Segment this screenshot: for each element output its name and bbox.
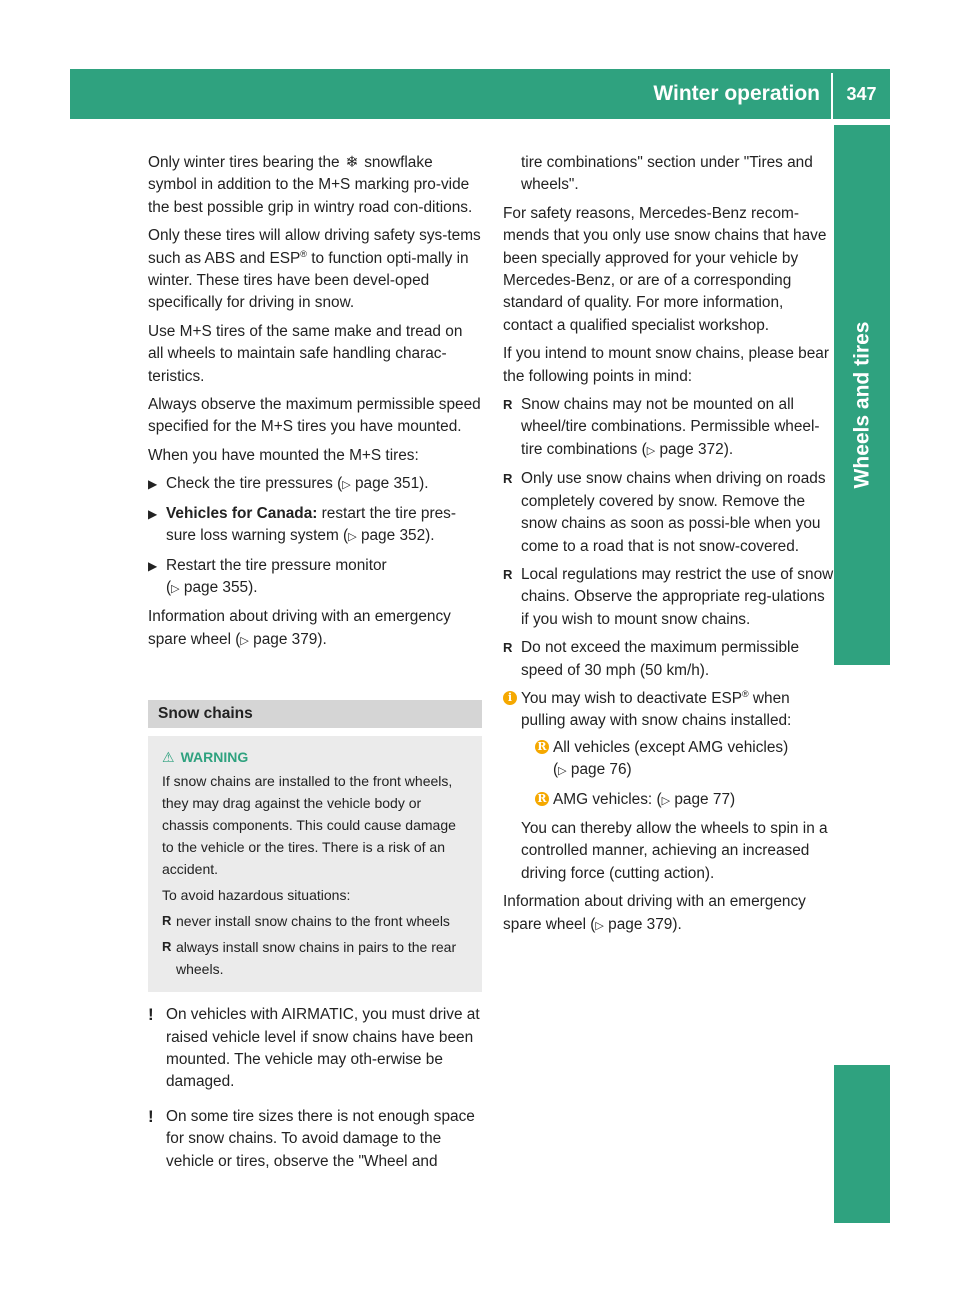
list-item: R Local regulations may restrict the use of snow chains. Observe the appropriate reg-ulations if you wish to mount snow chains.: [503, 565, 834, 628]
paragraph: Use M+S tires of the same make and tread on all wheels to maintain safe handling charac-teristics.: [148, 322, 463, 385]
list-item: R AMG vehicles: (▷ page 77): [535, 789, 835, 812]
registered-mark: ®: [742, 688, 749, 699]
page-link[interactable]: ▷ page 355: [171, 578, 249, 596]
page-ref-icon: ▷: [240, 634, 249, 647]
page-ref-icon: ▷: [661, 794, 671, 807]
step-item: ▶ Restart the tire pressure monitor (▷ page 355).: [148, 556, 387, 596]
page-link[interactable]: ▷ page 372: [646, 440, 724, 458]
chapter-tab-gap: [834, 665, 890, 1065]
bullet-icon: R: [162, 939, 172, 955]
warning-title: ⚠ WARNING: [162, 749, 249, 766]
chapter-label-wrap: [834, 125, 890, 685]
list-item: R always install snow chains in pairs to the rear wheels.: [162, 936, 468, 980]
bullet-icon: R: [503, 640, 513, 656]
list-item: R All vehicles (except AMG vehicles) (▷ page 76): [535, 737, 835, 783]
registered-mark: ®: [300, 248, 307, 259]
chapter-label: Wheels and tires: [850, 321, 874, 489]
info-icon: i: [503, 691, 517, 705]
page-ref-icon: ▷: [558, 765, 567, 778]
paragraph: When you have mounted the M+S tires:: [148, 446, 419, 464]
paragraph: Information about driving with an emergency spare wheel (▷ page 379).: [503, 893, 806, 933]
bullet-icon: R: [535, 740, 549, 754]
paragraph: Only winter tires bearing the ❄ snowflake symbol in addition to the M+S marking pro-vide the best possible grip in wintry road con-ditions.: [148, 154, 473, 216]
step-item: ▶ Vehicles for Canada: restart the tire pres-sure loss warning system (▷ page 352).: [148, 504, 456, 545]
paragraph: If you intend to mount snow chains, please bear the following points in mind:: [503, 345, 829, 385]
page-link[interactable]: ▷ page 76: [558, 761, 627, 779]
list-item: R Only use snow chains when driving on roads completely covered by snow. Remove the snow chains as soon as possi-ble when you come to a road that is not snow-covered.: [503, 470, 826, 555]
page-link[interactable]: ▷ page 352: [348, 527, 426, 545]
page-number: 347: [846, 84, 877, 104]
warning-text: To avoid hazardous situations:: [162, 887, 351, 904]
header-bar: [70, 69, 890, 119]
page-ref-icon: ▷: [342, 479, 351, 492]
paragraph: Always observe the maximum permissible speed specified for the M+S tires you have mounted.: [148, 396, 481, 436]
warning-box: [148, 736, 482, 992]
arrow-icon: ▶: [148, 506, 158, 521]
page-ref-icon: ▷: [348, 531, 357, 544]
page-link[interactable]: ▷ page 77: [661, 790, 731, 808]
step-item: ▶ Check the tire pressures (▷ page 351).: [148, 473, 482, 496]
bullet-icon: R: [535, 792, 549, 806]
bullet-icon: R: [503, 471, 513, 487]
arrow-icon: ▶: [148, 558, 158, 573]
paragraph: Only these tires will allow driving safety sys-tems such as ABS and ESP® to function opti-mally in winter. These tires have been devel-oped specifically for driving in snow.: [148, 227, 481, 312]
arrow-icon: ▶: [148, 477, 158, 492]
bullet-icon: R: [503, 397, 513, 413]
snowflake-icon: ❄: [345, 154, 359, 171]
page-ref-icon: ▷: [595, 919, 604, 932]
paragraph: For safety reasons, Mercedes-Benz recom-mends that you only use snow chains that have been specially approved for your vehicle by Mercedes-Benz, or are of a corresponding standard of quality. For more information, contact a qualified specialist workshop.: [503, 204, 827, 334]
chapter-tab: [834, 125, 890, 1223]
bullet-icon: R: [503, 566, 513, 582]
page-link[interactable]: ▷ page 351: [342, 475, 420, 493]
caution-note: ! On some tire sizes there is not enough space for snow chains. To avoid damage to the vehicle or tires, observe the "Wheel and: [148, 1106, 475, 1170]
section-heading: Snow chains: [148, 700, 482, 728]
sub-list: [521, 737, 835, 812]
list-item: R Snow chains may not be mounted on all wheel/tire combinations. Permissible wheel-tire combinations (▷ page 372).: [503, 396, 820, 458]
warning-text: If snow chains are installed to the front wheels, they may drag against the vehicle body or chassis components. This could cause damage to the vehicle or the tires. There is a risk of an accident.: [162, 773, 456, 878]
section-title: Winter operation: [653, 82, 820, 105]
info-text: You can thereby allow the wheels to spin in a controlled manner, achieving an increased driving force (cutting action).: [521, 819, 828, 882]
list-item: R never install snow chains to the front wheels: [162, 910, 468, 932]
bullet-icon: R: [162, 913, 172, 929]
right-column: [503, 152, 835, 943]
paragraph: tire combinations" section under "Tires and wheels".: [521, 154, 813, 194]
exclamation-icon: !: [148, 1005, 154, 1025]
exclamation-icon: !: [148, 1106, 154, 1126]
page-link[interactable]: ▷ page 379: [595, 915, 673, 933]
caution-note: ! On vehicles with AIRMATIC, you must drive at raised vehicle level if snow chains have been mounted. The vehicle may oth-erwise be damaged.: [148, 1005, 480, 1091]
page-link[interactable]: ▷ page 379: [240, 630, 318, 648]
page-ref-icon: ▷: [171, 582, 180, 595]
list-item: R Do not exceed the maximum permissible speed of 30 mph (50 km/h).: [503, 639, 800, 679]
paragraph: Information about driving with an emergency spare wheel (▷ page 379).: [148, 608, 451, 648]
warning-triangle-icon: ⚠: [162, 749, 175, 766]
left-column: [148, 152, 482, 1179]
info-note: i You may wish to deactivate ESP® when pulling away with snow chains installed: R All vehicles (except AMG vehicles) (▷ page 76) R AMG vehicles: (▷ page 77) You can thereby allow the wheels to spin in a controlled manner, achieving an increased driving force (cutting action).: [503, 688, 835, 885]
page-ref-icon: ▷: [646, 444, 656, 457]
